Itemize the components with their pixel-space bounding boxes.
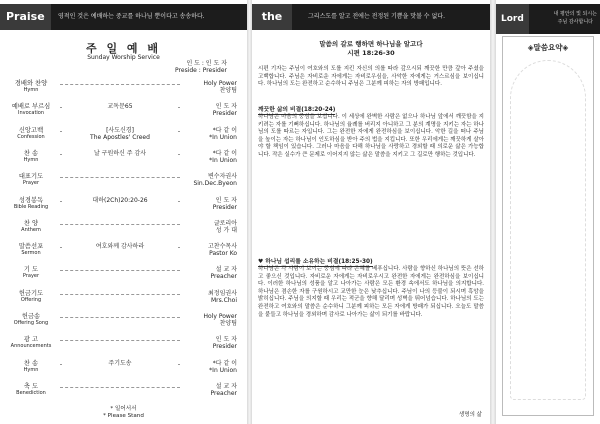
order-item-label: 신앙고백 Confession [17,126,45,140]
panel3-header-text: 내 평안의 빛 되시는 주님 감사합니다 [553,11,597,25]
please-stand-note: * 일어서서 * Please Stand [103,406,144,419]
panel1-header [0,4,247,30]
order-item-leader: Holy Power 찬양팀 [203,313,237,327]
order-row [6,243,241,263]
order-item-leader: 고찬수목사 Pastor Ko [208,243,237,258]
order-row [6,360,241,380]
order-item-detail: [사도신경] The Apostles' Creed [62,127,178,141]
order-item-detail: 대하(2Ch)20:20-26 [62,197,178,204]
order-item-label: 찬 양 Anthem [21,219,41,233]
dotted-leader [60,387,180,388]
order-row [6,197,241,217]
order-item-label: 경배와 찬양 Hymn [14,80,48,93]
source-credit: 생명의 삶 [458,412,482,418]
order-row [6,290,241,310]
decorative-arch [510,60,586,400]
order-item-leader: 인 도 자 Presider [212,103,237,118]
order-item-leader: 글로리아 성 가 대 [213,219,237,234]
order-row [6,103,241,123]
order-row [6,173,241,193]
dotted-leader [60,84,180,85]
order-row [6,266,241,286]
dotted-leader [60,294,180,295]
lord-tag: Lord [496,4,529,34]
order-item-label: 헌금기도 Offering [18,289,44,303]
section-heading-2: ♥ 하나님 섭리를 소유하는 비결(18:25-30) [258,256,373,267]
the-tag: the [252,4,292,30]
panel3-header [496,4,600,34]
order-item-label: 찬 송 Hymn [23,359,39,373]
order-item-leader: *다 같 이 *In Union [209,359,237,374]
sermon-panel [252,0,490,424]
order-item-detail: 교독문65 [62,103,178,110]
order-row [6,150,241,170]
order-item-label: 성경봉독 Bible Reading [13,196,49,210]
order-item-detail: 여호와께 감사하라 [62,243,178,250]
worship-title: 주 일 예 배 [86,42,161,55]
dotted-leader [60,177,180,178]
panel1-header-text: 영적인 것은 예배하는 중교를 하나님 뿐이다고 송송하다. [58,13,205,20]
order-item-detail: 날 구원하신 주 감사 [62,150,178,157]
dotted-leader [60,317,180,318]
dotted-leader [60,270,180,271]
order-item-label: 찬 송 Hymn [23,149,39,163]
order-row [6,220,241,240]
summary-panel [496,0,600,424]
order-item-label: 기 도 Prayer [22,266,40,280]
order-item-label: 대표기도 Prayer [18,173,44,187]
order-row [6,383,241,403]
order-item-leader: 변수자권사 Sin.Dec.Byeon [193,173,237,188]
order-item-leader: *다 같 이 *In Union [209,126,237,141]
panel2-header [252,4,490,30]
order-row [6,80,241,100]
sermon-paragraph-3: 하나님은 각 사람이 보이는 중심에 따라 은혜를 베푸십니다. 사람을 향하신 하나님의 뜻은 선하고 좋으신 것입니다. 자비로운 자에게는 자비로우시고 완전한 자에게는 완전하심을 보이십니다. 이러한 하나님의 성품을 알고 나아가는 사람은 모든 환경 속에서도 하나님을 의지합니다. 하나님은 겸손한 자를 구원하시고 교만한 눈은 낮추십니다. 주님이 나의 등불이 되시며 흑암을 밝히십니다. 주님을 의지할 때 우리는 적군을 향해 달리며 성벽을 뛰어넘습니다. 하나님의 도는 완전하고 여호와의 말씀은 순수하니 그분께 피하는 모든 자에게 방패가 되십니다. 오늘도 말씀을 붙들고 하나님을 경외하며 감사로 나아가는 삶이 되기를 바랍니다. [258,266,484,318]
order-item-leader: 인 도 자 Presider [212,196,237,211]
section-heading-1: 깨끗한 삶의 비결(18:20-24) [258,104,335,115]
order-item-detail: 주기도송 [62,360,178,367]
order-item-leader: Holy Power 찬양팀 [203,80,237,94]
order-item-label: 헌금송 Offering Song [13,313,49,326]
sermon-summary-heading: ◈말씀요약◈ [527,43,569,52]
worship-subtitle: Sunday Worship Service [87,54,160,61]
order-item-leader: 설 교 자 Preacher [210,382,237,397]
dotted-leader [60,340,180,341]
sermon-paragraph-2: 하나님은 마음의 중심을 보십니다. 이 세상에 완벽한 사람은 없으나 하나님 앞에서 깨끗함을 지키려는 자를 기뻐하십니다. 하나님의 율례를 버리지 아니하고 그 분의 계명을 지키는 자는 하나님의 도를 따르는 자입니다. 그는 완전한 자에게 완전하심을 보이십니다. 악한 길을 떠나 주님을 높이는 자는 하나님이 인도하심을 받아 주의 법을 지킵니다. 또한 우리에게는 깨끗하게 살아야 할 책임이 있습니다. 그러나 마음을 다해 하나님을 사랑하고 경외할 때 의로운 삶은 가능합니다. 작은 실수가 큰 문제로 이어지지 않는 삶은 말씀을 지키고 그 길로만 행하는 것입니다. [258,114,484,158]
sermon-paragraph-1: 시편 기자는 주님이 여호와의 도를 지킨 자신의 의를 따라 갚으시되 깨끗한 만큼 갚아 주셨을 고백합니다. 주님은 자비로운 자에게는 자비로우심을, 사악한 자에게는 거스르심을 보이십니다. 하나님의 도는 완전하고 순수하니 주님은 그분께 피하는 자의 방패입니다. [258,66,484,88]
order-item-label: 축 도 Benediction [16,382,46,396]
order-row [6,127,241,147]
panel2-header-text: 그리스도를 알고 전에는 전정된 기쁨을 맛볼 수 없다. [308,13,445,20]
order-of-worship-panel [0,0,247,424]
order-item-leader: 설 교 자 Preacher [210,266,237,281]
presider-label: 인 도 : 인 도 자 Preside : Presider [175,60,227,74]
order-row [6,313,241,333]
dotted-leader [60,224,180,225]
order-item-label: 말씀선포 Sermon [18,243,44,257]
sermon-title: 말씀의 갈로 행하면 하나님을 알고다 시편 18:26-30 [319,40,423,57]
order-item-leader: 최정임권사 Mrs.Choi [208,289,237,304]
praise-tag: Praise [0,4,51,30]
order-item-label: 광 고 Announcements [10,336,52,350]
order-item-leader: *다 같 이 *In Union [209,149,237,164]
order-row [6,336,241,356]
order-item-label: 예배로 부르심 Invocation [11,103,51,117]
order-item-leader: 인 도 자 Presider [212,336,237,351]
